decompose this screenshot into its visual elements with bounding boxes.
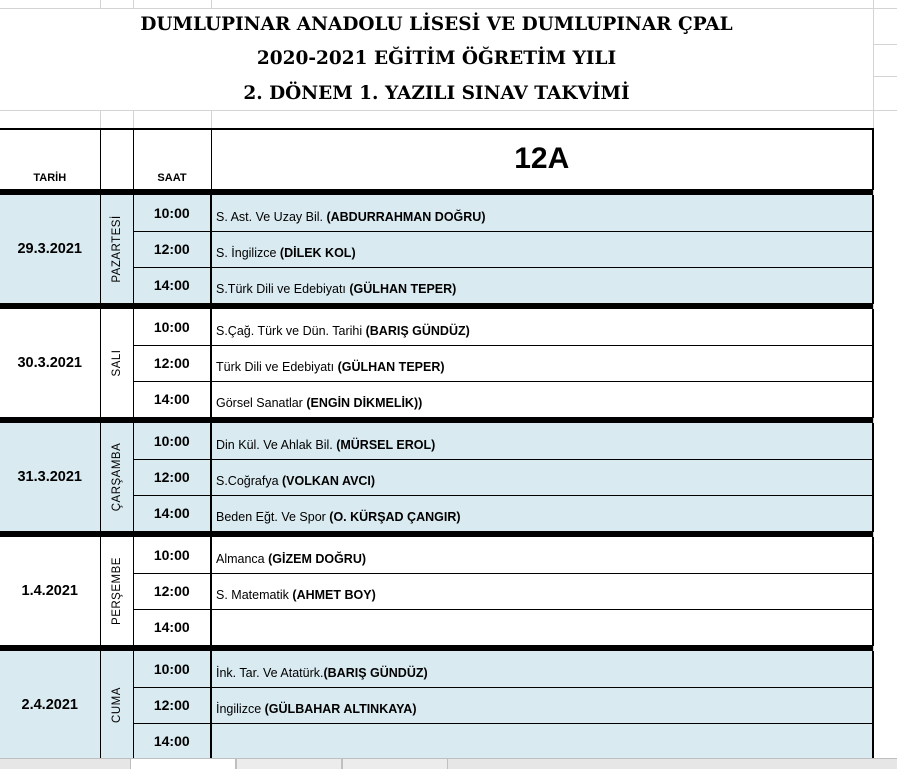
time-cell[interactable]: 14:00	[133, 267, 211, 303]
weekday-cell[interactable]	[100, 423, 133, 531]
weekday-cell[interactable]	[100, 195, 133, 303]
exam-cell[interactable]	[211, 267, 873, 303]
exam-cell[interactable]	[211, 651, 873, 687]
time-cell[interactable]: 10:00	[133, 195, 211, 231]
time-cell[interactable]: 10:00	[133, 423, 211, 459]
exam-cell[interactable]	[211, 495, 873, 531]
header-day-cell[interactable]	[100, 129, 133, 189]
date-cell[interactable]: 30.3.2021	[0, 309, 100, 417]
teacher-name: (GÜLHAN TEPER)	[337, 360, 445, 374]
teacher-name: (BARIŞ GÜNDÜZ)	[323, 665, 428, 680]
class-name: 12A	[514, 142, 570, 176]
time-cell[interactable]: 14:00	[133, 495, 211, 531]
teacher-name: (MÜRSEL EROL)	[336, 437, 436, 452]
sheet-tab-bar	[0, 758, 897, 769]
weekday-cell[interactable]	[100, 651, 133, 759]
time-cell[interactable]: 12:00	[133, 345, 211, 381]
teacher-name: (GİZEM DOĞRU)	[268, 551, 367, 566]
teacher-name: (GÜLBAHAR ALTINKAYA)	[264, 702, 417, 716]
exam-cell[interactable]	[211, 423, 873, 459]
exam-schedule-table	[0, 128, 874, 760]
title-year: 2020-2021 EĞİTİM ÖĞRETİM YILI	[0, 49, 873, 69]
teacher-name: (ENGİN DİKMELİK))	[306, 396, 423, 410]
teacher-name: (VOLKAN AVCI)	[282, 474, 376, 488]
exam-cell[interactable]	[211, 537, 873, 573]
exam-cell[interactable]	[211, 309, 873, 345]
teacher-name: (BARIŞ GÜNDÜZ)	[365, 323, 470, 338]
subject-name: S. İngilizce	[216, 246, 280, 260]
weekday-cell[interactable]	[100, 537, 133, 645]
time-cell[interactable]: 12:00	[133, 573, 211, 609]
teacher-name: (ABDURRAHMAN DOĞRU)	[326, 209, 486, 224]
date-cell[interactable]: 2.4.2021	[0, 651, 100, 759]
weekday-label: SALI	[110, 349, 123, 377]
time-cell[interactable]: 12:00	[133, 459, 211, 495]
teacher-name: (O. KÜRŞAD ÇANGIR)	[329, 510, 461, 524]
exam-cell[interactable]	[211, 723, 873, 759]
time-cell[interactable]: 12:00	[133, 231, 211, 267]
time-cell[interactable]: 10:00	[133, 651, 211, 687]
header-time-cell[interactable]	[133, 129, 211, 189]
subject-name: Beden Eğt. Ve Spor	[216, 510, 330, 524]
column-header-date: TARİH	[33, 171, 67, 184]
table-row	[0, 537, 873, 573]
time-cell[interactable]: 14:00	[133, 723, 211, 759]
exam-cell[interactable]	[211, 459, 873, 495]
exam-cell[interactable]	[211, 609, 873, 645]
table-row	[0, 309, 873, 345]
header-date-cell[interactable]	[0, 129, 100, 189]
teacher-name: (DİLEK KOL)	[279, 246, 356, 260]
subject-name: İngilizce	[216, 702, 265, 716]
subject-name: S. Ast. Ve Uzay Bil.	[216, 209, 327, 224]
subject-name: İnk. Tar. Ve Atatürk.	[216, 665, 324, 680]
weekday-label: PERŞEMBE	[110, 557, 123, 625]
exam-cell[interactable]	[211, 573, 873, 609]
column-header-time: SAAT	[157, 171, 187, 184]
time-cell[interactable]: 10:00	[133, 309, 211, 345]
subject-name: Din Kül. Ve Ahlak Bil.	[216, 437, 337, 452]
weekday-cell[interactable]	[100, 309, 133, 417]
subject-name: Görsel Sanatlar	[216, 396, 307, 410]
weekday-label: PAZARTESİ	[110, 215, 123, 283]
time-cell[interactable]: 10:00	[133, 537, 211, 573]
title-exam-schedule: 2. DÖNEM 1. YAZILI SINAV TAKVİMİ	[0, 84, 873, 104]
subject-name: S. Matematik	[216, 588, 293, 602]
table-header-row	[0, 129, 873, 189]
teacher-name: (GÜLHAN TEPER)	[349, 282, 457, 296]
exam-cell[interactable]	[211, 231, 873, 267]
exam-cell[interactable]	[211, 345, 873, 381]
date-cell[interactable]: 31.3.2021	[0, 423, 100, 531]
time-cell[interactable]: 14:00	[133, 381, 211, 417]
subject-name: Türk Dili ve Edebiyatı	[216, 360, 338, 374]
title-school: DUMLUPINAR ANADOLU LİSESİ VE DUMLUPINAR ÇPAL	[0, 15, 873, 35]
table-row	[0, 195, 873, 231]
teacher-name: (AHMET BOY)	[292, 588, 376, 602]
time-cell[interactable]: 14:00	[133, 609, 211, 645]
subject-name: Almanca	[216, 551, 269, 566]
time-cell[interactable]: 12:00	[133, 687, 211, 723]
subject-name: S.Çağ. Türk ve Dün. Tarihi	[216, 323, 366, 338]
table-row	[0, 423, 873, 459]
table-row	[0, 651, 873, 687]
subject-name: S.Coğrafya	[216, 474, 283, 488]
date-cell[interactable]: 1.4.2021	[0, 537, 100, 645]
weekday-label: CUMA	[110, 687, 123, 723]
exam-cell[interactable]	[211, 687, 873, 723]
exam-cell[interactable]	[211, 381, 873, 417]
date-cell[interactable]: 29.3.2021	[0, 195, 100, 303]
exam-cell[interactable]	[211, 195, 873, 231]
header-class-cell[interactable]	[211, 129, 873, 189]
subject-name: S.Türk Dili ve Edebiyatı	[216, 282, 350, 296]
weekday-label: ÇARŞAMBA	[110, 442, 123, 512]
